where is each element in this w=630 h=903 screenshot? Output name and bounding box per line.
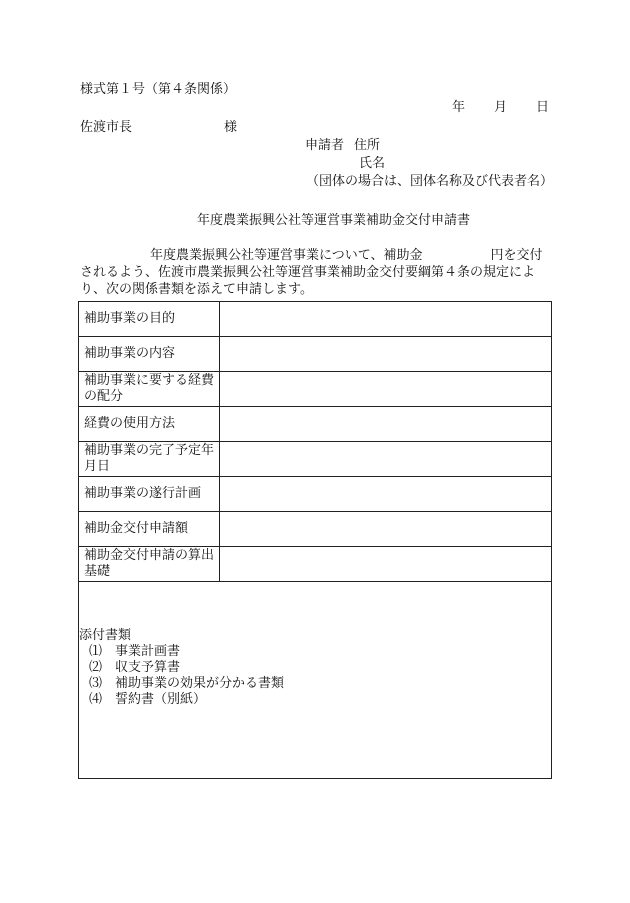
form-number: 様式第１号（第４条関係） [80, 82, 237, 97]
date-day: 日 [536, 100, 550, 115]
date-line [452, 99, 549, 116]
row-value[interactable] [220, 547, 552, 582]
item-label: 補助事業の効果が分かる書類 [115, 676, 285, 691]
table-row [79, 512, 552, 547]
date-year: 年 [452, 100, 466, 115]
table-row [79, 302, 552, 337]
table-row [79, 337, 552, 372]
list-item [89, 692, 551, 708]
item-label: 収支予算書 [115, 660, 181, 675]
row-value[interactable] [220, 372, 552, 407]
addressee [80, 119, 237, 136]
addressee-name: 佐渡市長 [80, 120, 133, 135]
row-label: 経費の使用方法 [79, 407, 220, 442]
table-row [79, 477, 552, 512]
body-line-1a: 年度農業振興公社等運営事業について、補助金 [150, 248, 423, 263]
row-label: 補助事業の遂行計画 [79, 477, 220, 512]
table-row [79, 372, 552, 407]
applicant-name-label: 氏名 [359, 156, 386, 171]
row-label: 補助金交付申請の算出基礎 [79, 547, 220, 582]
row-value[interactable] [220, 477, 552, 512]
row-value[interactable] [220, 512, 552, 547]
list-item [89, 660, 551, 676]
table-row [79, 407, 552, 442]
address-label: 住所 [354, 138, 381, 153]
list-item [89, 676, 551, 692]
body-line-1b: 円を交付 [490, 248, 543, 263]
row-value[interactable] [220, 442, 552, 477]
item-number: ⑴ [89, 644, 103, 659]
row-value[interactable] [220, 407, 552, 442]
row-label: 補助事業の内容 [79, 337, 220, 372]
table-row [79, 547, 552, 582]
row-label: 補助事業に要する経費の配分 [79, 372, 220, 407]
document-title: 年度農業振興公社等運営事業補助金交付申請書 [197, 213, 471, 228]
applicant-note: （団体の場合は、団体名称及び代表者名） [306, 174, 554, 189]
row-value[interactable] [220, 337, 552, 372]
applicant-address-line [305, 137, 380, 154]
attachments-cell [79, 582, 552, 779]
body-line-2: されるよう、佐渡市農業振興公社等運営事業補助金交付要綱第４条の規定によ [80, 265, 536, 280]
honorific: 様 [224, 120, 238, 135]
attachments-row [79, 582, 552, 779]
row-label: 補助事業の目的 [79, 302, 220, 337]
application-table [78, 301, 552, 779]
body-line-1 [80, 247, 560, 264]
item-label: 誓約書（別紙） [115, 692, 207, 707]
date-month: 月 [494, 100, 508, 115]
item-number: ⑵ [89, 660, 103, 675]
body-line-3: り、次の関係書類を添えて申請します。 [80, 282, 313, 297]
body-text [80, 247, 560, 298]
item-label: 事業計画書 [115, 644, 181, 659]
applicant-label: 申請者 [305, 138, 345, 153]
table-row [79, 442, 552, 477]
list-item [89, 644, 551, 660]
row-value[interactable] [220, 302, 552, 337]
row-label: 補助金交付申請額 [79, 512, 220, 547]
item-number: ⑷ [89, 692, 103, 707]
row-label: 補助事業の完了予定年月日 [79, 442, 220, 477]
attachments-title: 添付書類 [79, 628, 132, 643]
item-number: ⑶ [89, 676, 103, 691]
